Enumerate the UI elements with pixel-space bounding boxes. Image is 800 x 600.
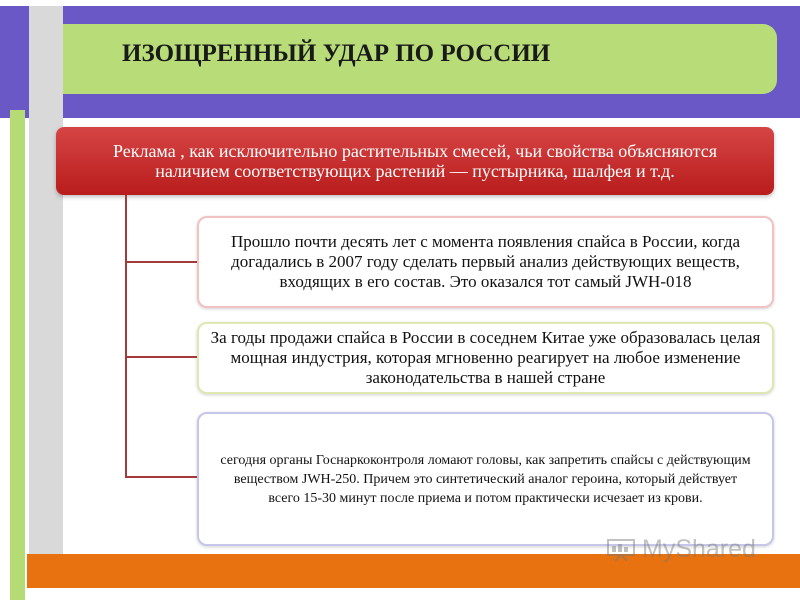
left-green-stripe xyxy=(10,110,25,600)
watermark xyxy=(606,535,756,564)
tree-connector-1 xyxy=(125,261,198,263)
header-box xyxy=(56,127,774,195)
list-item-text: Прошло почти десять лет с момента появления спайса в России, когда догадались в 2007 году сделать первый анализ действующих веществ, входящих в его состав. Это оказался тот самый JWH-018 xyxy=(230,232,741,291)
presentation-board-icon xyxy=(606,538,636,562)
list-item-text: сегодня органы Госнаркоконтроля ломают головы, как запретить спайсы с действующим веществом JWH-250. Причем это синтетический аналог героина, который действует всего 15-30 минут после приема и потом практически исчезает из крови. xyxy=(220,452,751,506)
watermark-text: MyShared xyxy=(642,535,756,563)
tree-connector-3 xyxy=(125,476,198,478)
slide-title: ИЗОЩРЕННЫЙ УДАР ПО РОССИИ xyxy=(122,40,551,67)
tree-connector-vertical xyxy=(125,195,127,477)
left-gray-stripe xyxy=(29,6,63,566)
header-text: Реклама , как исключительно растительных смесей, чьи свойства объясняются наличием соответствующих растений — пустырника, шалфея и т.д. xyxy=(112,141,718,181)
list-item xyxy=(197,322,774,394)
list-item xyxy=(197,216,774,308)
list-item-text: За годы продажи спайса в России в соседнем Китае уже образовалась целая мощная индустрия, которая мгновенно реагирует на любое изменение законодательства в нашей стране xyxy=(210,328,761,387)
tree-connector-2 xyxy=(125,356,198,358)
list-item xyxy=(197,412,774,546)
